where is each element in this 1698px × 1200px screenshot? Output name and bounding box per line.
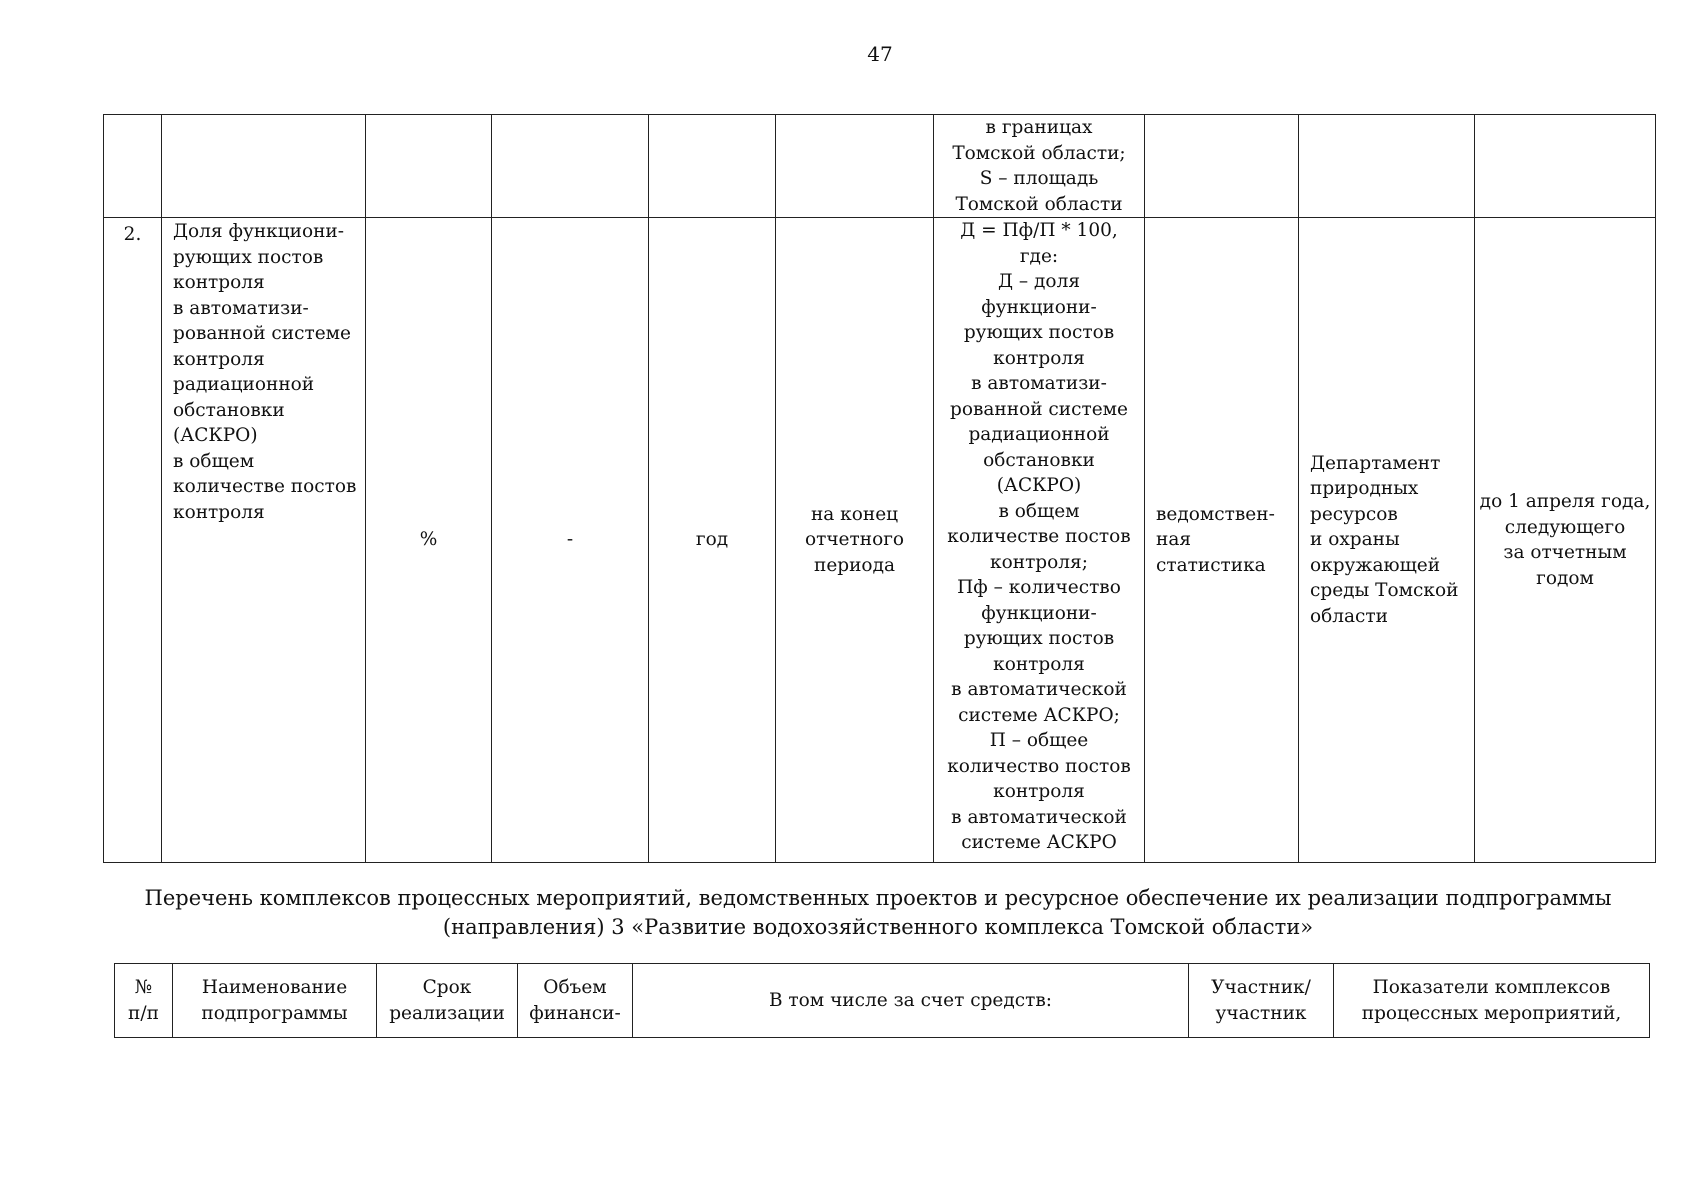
cell-name: Доля функциони- рующих постов контроля в автоматизи- рованной системе контроля радиационной обстановки (АСКРО) в общем количестве постов контроля (162, 218, 366, 863)
cell-periodicity: год (649, 218, 776, 863)
cell-periodicity (649, 115, 776, 218)
cell-num (104, 115, 162, 218)
resource-table (114, 963, 1650, 1038)
header-funds: В том числе за счет средств: (633, 964, 1189, 1038)
header-term: Срок реализации (377, 964, 518, 1038)
cell-deadline: до 1 апреля года, следующего за отчетным годом (1475, 218, 1656, 863)
cell-source (1145, 115, 1299, 218)
cell-name (162, 115, 366, 218)
header-participant: Участник/ участник (1189, 964, 1334, 1038)
cell-responsible (1299, 115, 1475, 218)
header-name: Наименование подпрограммы (173, 964, 377, 1038)
cell-time (776, 115, 934, 218)
header-indicators: Показатели комплексов процессных мероприятий, (1334, 964, 1650, 1038)
table-row (104, 218, 1656, 863)
cell-formula: в границах Томской области; S – площадь Томской области (934, 115, 1145, 218)
table-header-row (115, 964, 1650, 1038)
cell-num: 2. (104, 218, 162, 863)
section-heading: Перечень комплексов процессных мероприятий, ведомственных проектов и ресурсное обеспечение их реализации подпрограммы (направления) 3 «Развитие водохозяйственного комплекса Томской области» (144, 886, 1612, 939)
cell-deadline (1475, 115, 1656, 218)
cell-formula: Д = Пф/П * 100, где: Д – доля функциони- рующих постов контроля в автоматизи- рованной системе радиационной обстановки (АСКРО) в общем количестве постов контроля; Пф – количество функциони- рующих постов контроля в автоматической системе АСКРО; П – общее количество постов контроля в автоматической системе АСКРО (934, 218, 1145, 863)
indicator-table (103, 114, 1656, 863)
page-number: 47 (867, 42, 893, 66)
cell-responsible: Департамент природных ресурсов и охраны окружающей среды Томской области (1299, 218, 1475, 863)
cell-dash: - (492, 218, 649, 863)
table-row (104, 115, 1656, 218)
header-volume: Объем финанси- (518, 964, 633, 1038)
cell-source: ведомствен- ная статистика (1145, 218, 1299, 863)
cell-dash (492, 115, 649, 218)
cell-unit: % (366, 218, 492, 863)
cell-unit (366, 115, 492, 218)
header-num: № п/п (115, 964, 173, 1038)
cell-time: на конец отчетного периода (776, 218, 934, 863)
